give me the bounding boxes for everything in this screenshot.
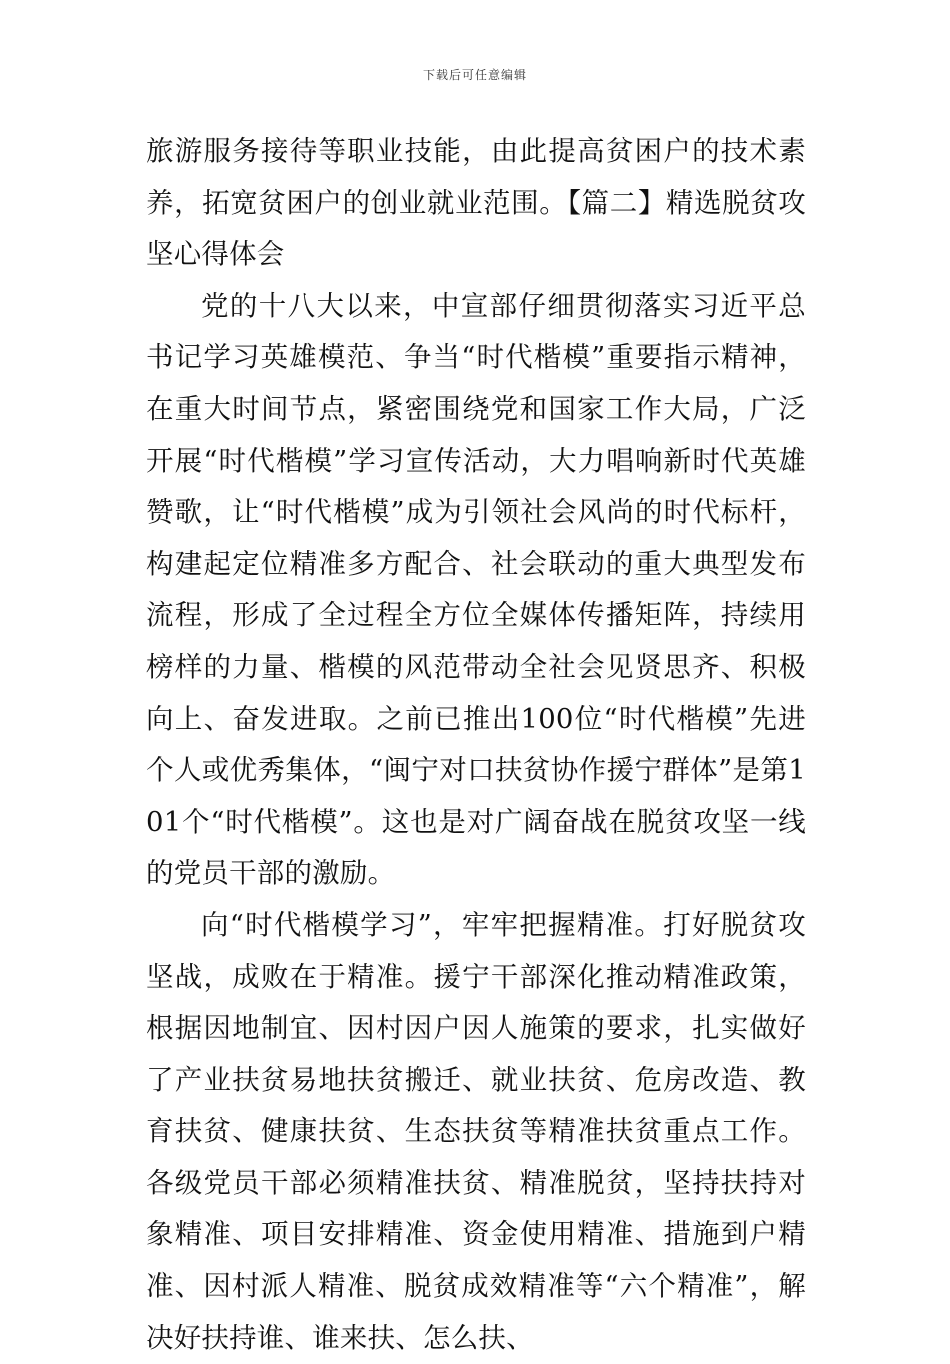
paragraph-3: 向“时代楷模学习”，牢牢把握精准。打好脱贫攻坚战，成败在于精准。援宁干部深化推动精准政策，根据因地制宜、因村因户因人施策的要求，扎实做好了产业扶贫易地扶贫搬迁、就业扶贫、危房改造、教育扶贫、健康扶贫、生态扶贫等精准扶贫重点工作。各级党员干部必须精准扶贫、精准脱贫，坚持扶持对象精准、项目安排精准、资金使用精准、措施到户精准、因村派人精准、脱贫成效精准等“六个精准”，解决好扶持谁、谁来扶、怎么扶、 — [146, 908, 806, 1354]
page-header-note: 下载后可任意编辑 — [422, 68, 527, 82]
paragraph-1: 旅游服务接待等职业技能，由此提高贫困户的技术素养，拓宽贫困户的创业就业范围。【篇二】精选脱贫攻坚心得体会 — [146, 135, 806, 271]
document-body — [146, 126, 806, 1364]
paragraph-2: 党的十八大以来，中宣部仔细贯彻落实习近平总书记学习英雄模范、争当“时代楷模”重要指示精神，在重大时间节点，紧密围绕党和国家工作大局，广泛开展“时代楷模”学习宣传活动，大力唱响新时代英雄赞歌，让“时代楷模”成为引领社会风尚的时代标杆，构建起定位精准多方配合、社会联动的重大典型发布流程，形成了全过程全方位全媒体传播矩阵，持续用榜样的力量、楷模的风范带动全社会见贤思齐、积极向上、奋发进取。之前已推出100位“时代楷模”先进个人或优秀集体，“闽宁对口扶贫协作援宁群体”是第101个“时代楷模”。这也是对广阔奋战在脱贫攻坚一线的党员干部的激励。 — [146, 289, 806, 890]
